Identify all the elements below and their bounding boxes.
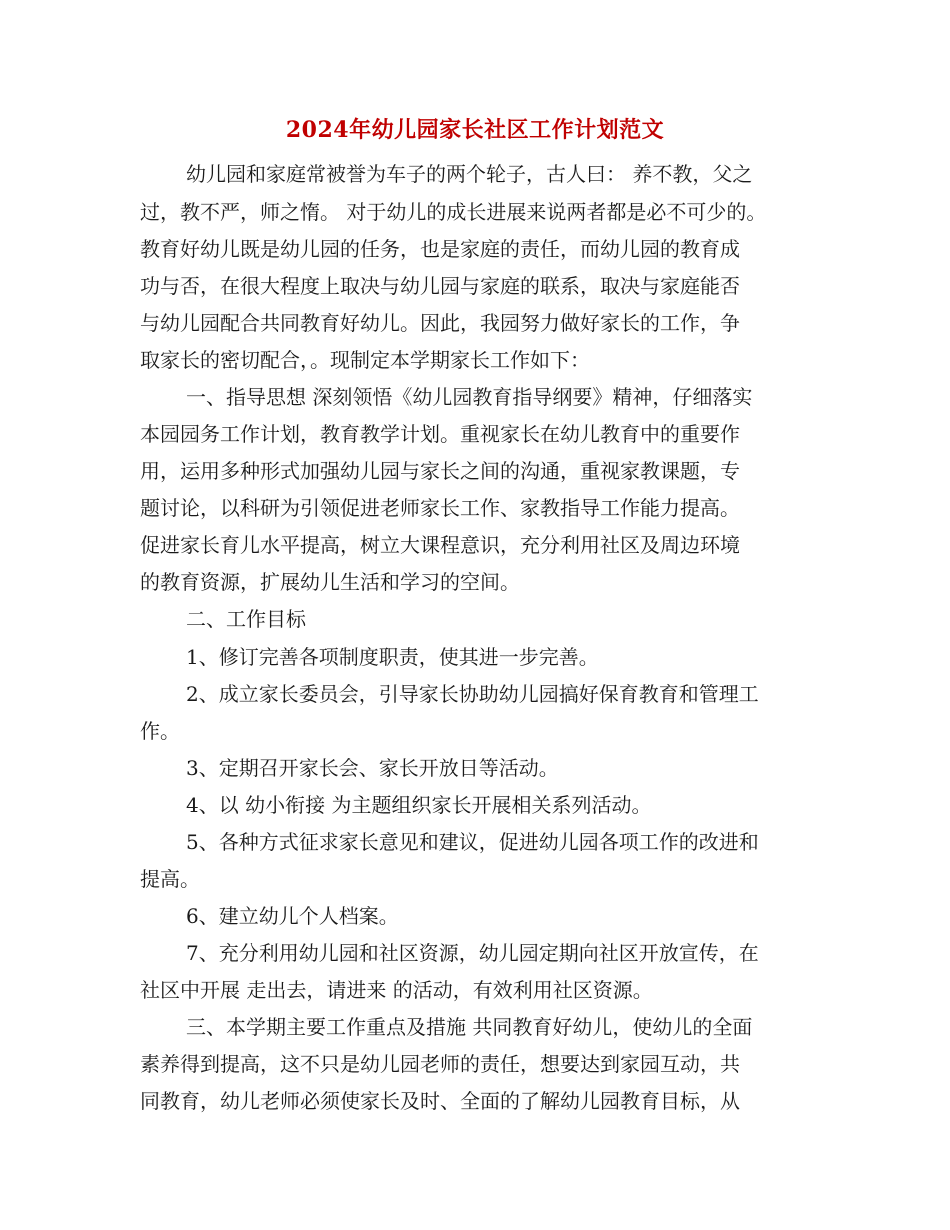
list-item-continuation: 社区中开展 走出去，请进来 的活动，有效利用社区资源。 [140, 978, 653, 1002]
list-item: 5、各种方式征求家长意见和建议，促进幼儿园各项工作的改进和 [186, 830, 759, 854]
section-heading: 三、本学期主要工作重点及措施 共同教育好幼儿，使幼儿的全面 [186, 1015, 753, 1039]
list-item: 3、定期召开家长会、家长开放日等活动。 [186, 756, 559, 780]
paragraph-line: 促进家长育儿水平提高，树立大课程意识，充分利用社区及周边环境 [140, 533, 740, 557]
paragraph-line: 过，教不严，师之惰。 对于幼儿的成长进展来说两者都是必不可少的。 [140, 200, 767, 224]
list-item: 6、建立幼儿个人档案。 [186, 904, 399, 928]
list-item-continuation: 提高。 [140, 867, 200, 891]
section-heading: 二、工作目标 [186, 607, 306, 631]
list-item-continuation: 作。 [140, 719, 180, 743]
list-item: 1、修订完善各项制度职责，使其进一步完善。 [186, 645, 599, 669]
paragraph-line: 的教育资源，扩展幼儿生活和学习的空间。 [140, 570, 520, 594]
paragraph-line: 与幼儿园配合共同教育好幼儿。因此，我园努力做好家长的工作，争 [140, 311, 740, 335]
paragraph-line: 功与否，在很大程度上取决与幼儿园与家庭的联系，取决与家庭能否 [140, 274, 740, 298]
list-item: 4、以 幼小衔接 为主题组织家长开展相关系列活动。 [186, 793, 652, 817]
paragraph-line: 题讨论，以科研为引领促进老师家长工作、家教指导工作能力提高。 [140, 496, 740, 520]
paragraph-line: 本园园务工作计划，教育教学计划。重视家长在幼儿教育中的重要作 [140, 422, 740, 446]
paragraph-line: 一、指导思想 深刻领悟《幼儿园教育指导纲要》精神，仔细落实 [186, 385, 753, 409]
list-item: 2、成立家长委员会，引导家长协助幼儿园搞好保育教育和管理工 [186, 682, 759, 706]
list-item: 7、充分利用幼儿园和社区资源，幼儿园定期向社区开放宣传，在 [186, 941, 759, 965]
paragraph-line: 用，运用多种形式加强幼儿园与家长之间的沟通，重视家教课题，专 [140, 459, 740, 483]
paragraph-line: 取家长的密切配合，。现制定本学期家长工作如下： [140, 348, 590, 372]
paragraph-line: 同教育，幼儿老师必须使家长及时、全面的了解幼儿园教育目标，从 [140, 1089, 740, 1113]
paragraph-line: 教育好幼儿既是幼儿园的任务，也是家庭的责任，而幼儿园的教育成 [140, 237, 740, 261]
document-title: 2024年幼儿园家长社区工作计划范文 [285, 117, 665, 143]
paragraph-line: 幼儿园和家庭常被誉为车子的两个轮子，古人曰： 养不教，父之 [186, 162, 753, 186]
paragraph-line: 素养得到提高，这不只是幼儿园老师的责任，想要达到家园互动，共 [140, 1052, 740, 1076]
